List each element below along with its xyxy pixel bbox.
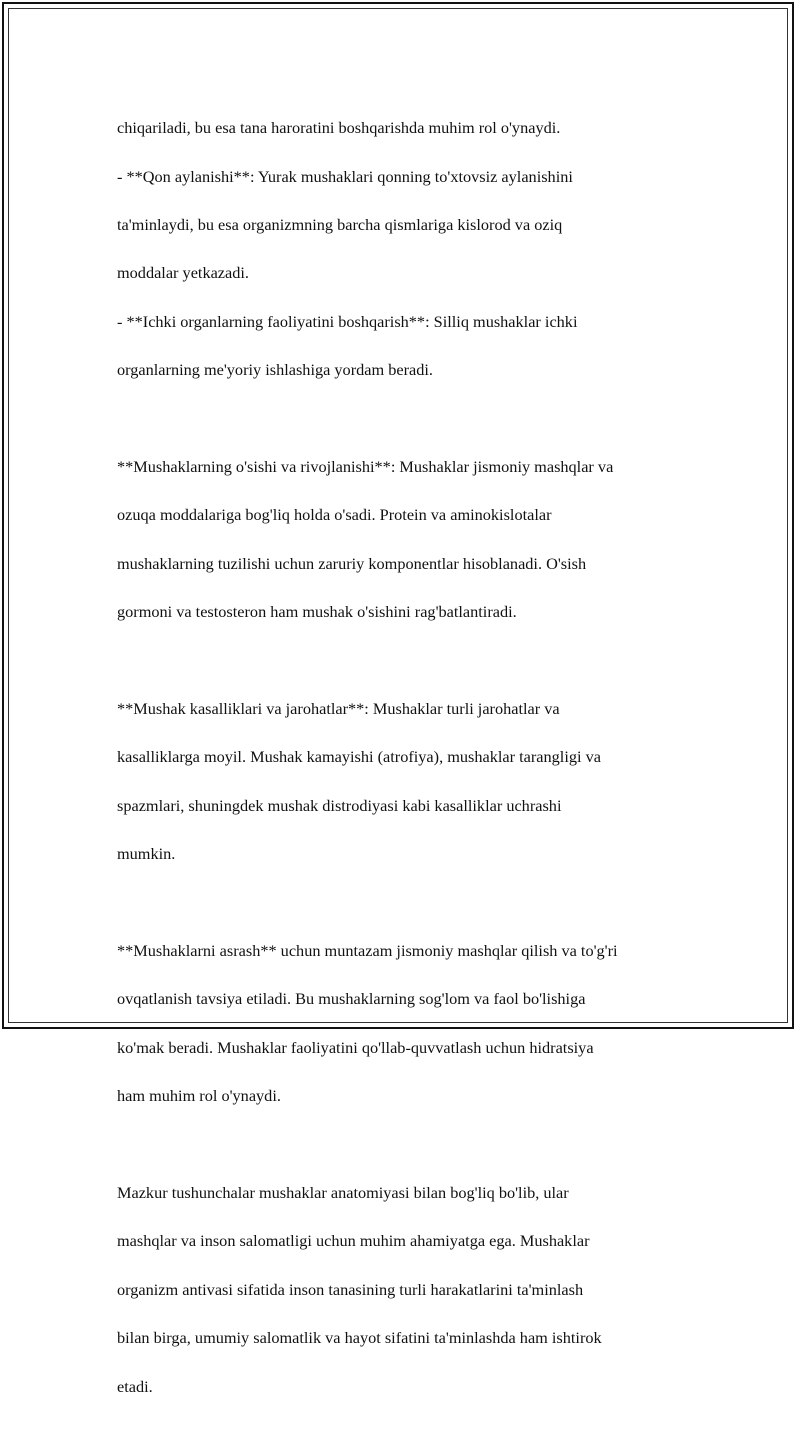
paragraph-conclusion (117, 1157, 697, 1423)
text-line: - **Qon aylanishi**: Yurak mushaklari qonning to'xtovsiz aylanishini (117, 166, 573, 186)
paragraph-muscle-growth (117, 431, 697, 649)
text-line: **Mushaklarning o'sishi va rivojlanishi**: Mushaklar jismoniy mashqlar va (117, 457, 614, 477)
paragraph-muscle-care (117, 915, 697, 1133)
text-line: ham muhim rol o'ynaydi. (117, 1086, 281, 1106)
text-line: chiqariladi, bu esa tana haroratini boshqarishda muhim rol o'ynaydi. (117, 118, 561, 138)
text-line: ta'minlaydi, bu esa organizmning barcha qismlariga kislorod va oziq (117, 215, 563, 235)
text-line: gormoni va testosteron ham mushak o'sishini rag'batlantiradi. (117, 602, 517, 622)
document-body (117, 92, 697, 1447)
text-line: kasalliklarga moyil. Mushak kamayishi (atrofiya), mushaklar tarangligi va (117, 747, 601, 767)
text-line: Mazkur tushunchalar mushaklar anatomiyasi bilan bog'liq bo'lib, ular (117, 1183, 569, 1203)
text-line: mashqlar va inson salomatligi uchun muhim ahamiyatga ega. Mushaklar (117, 1231, 590, 1251)
text-line: organlarning me'yoriy ishlashiga yordam beradi. (117, 360, 433, 380)
paragraph-muscle-diseases (117, 673, 697, 891)
text-line: moddalar yetkazadi. (117, 263, 249, 283)
text-line: ozuqa moddalariga bog'liq holda o'sadi. Protein va aminokislotalar (117, 505, 552, 525)
text-line: organizm antivasi sifatida inson tanasining turli harakatlarini ta'minlash (117, 1279, 584, 1299)
text-line: spazmlari, shuningdek mushak distrodiyasi kabi kasalliklar uchrashi (117, 795, 562, 815)
text-line: bilan birga, umumiy salomatlik va hayot sifatini ta'minlashda ham ishtirok (117, 1328, 602, 1348)
text-line: **Mushaklarni asrash** uchun muntazam jismoniy mashqlar qilish va to'g'ri (117, 941, 618, 961)
text-line: etadi. (117, 1376, 153, 1396)
text-line: **Mushak kasalliklari va jarohatlar**: Mushaklar turli jarohatlar va (117, 699, 560, 719)
text-line: ko'mak beradi. Mushaklar faoliyatini qo'llab-quvvatlash uchun hidratsiya (117, 1037, 594, 1057)
text-line: mushaklarning tuzilishi uchun zaruriy komponentlar hisoblanadi. O'sish (117, 553, 587, 573)
text-line: - **Ichki organlarning faoliyatini boshqarish**: Silliq mushaklar ichki (117, 311, 578, 331)
text-line: mumkin. (117, 844, 176, 864)
text-line: ovqatlanish tavsiya etiladi. Bu mushaklarning sog'lom va faol bo'lishiga (117, 989, 586, 1009)
paragraph-functions-continued (117, 92, 697, 407)
